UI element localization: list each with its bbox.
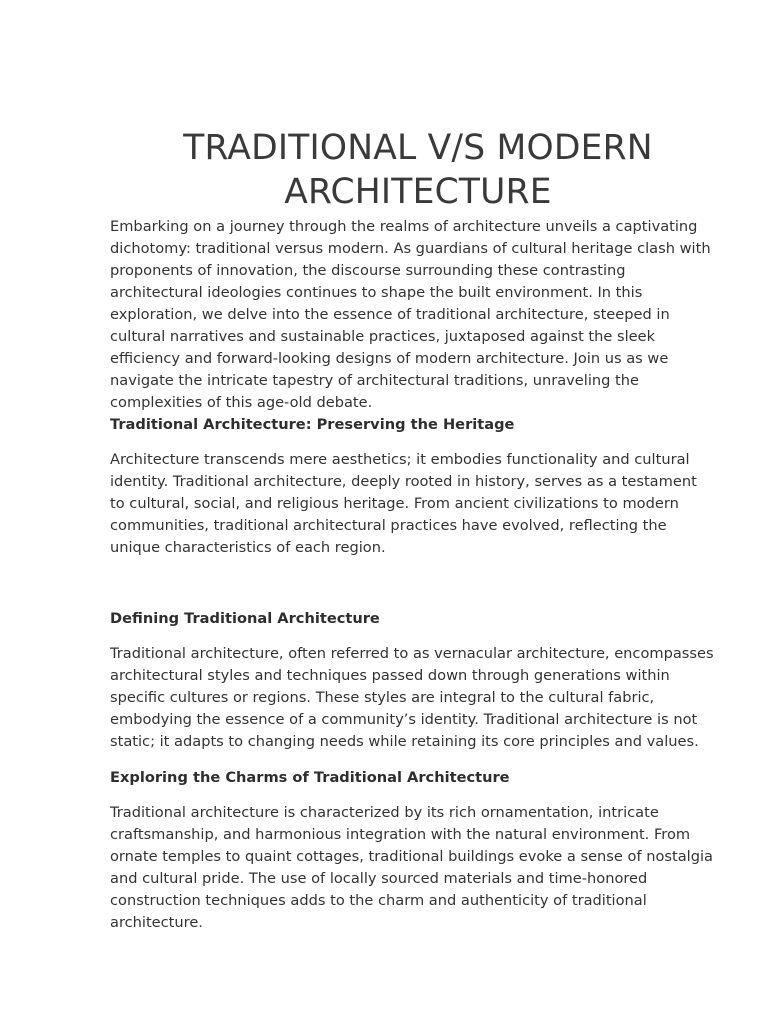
document-page [110, 126, 714, 934]
section-body-preserving-heritage: Architecture transcends mere aesthetics; it embodies functionality and cultural identity. Traditional architecture, deeply rooted in history, serves as a testament to cultural, social, and religious heritage. From ancient civilizations to modern communities, traditional architectural practices have evolved, reflecting the unique characteristics of each region. [110, 451, 697, 556]
document-title: TRADITIONAL V/S MODERN ARCHITECTURE [183, 128, 653, 212]
section-body-defining: Traditional architecture, often referred to as vernacular architecture, encompasses architectural styles and techniques passed down through generations within specific cultures or regions. These styles are integral to the cultural fabric, embodying the essence of a community’s identity. Traditional architecture is not static; it adapts to changing needs while retaining its core principles and values. [110, 645, 714, 750]
section-heading-charms: Exploring the Charms of Traditional Architecture [110, 769, 510, 786]
section-heading-defining: Defining Traditional Architecture [110, 610, 380, 627]
section-body-charms: Traditional architecture is characterized by its rich ornamentation, intricate craftsmanship, and harmonious integration with the natural environment. From ornate temples to quaint cottages, traditional buildings evoke a sense of nostalgia and cultural pride. The use of locally sourced materials and time-honored construction techniques adds to the charm and authenticity of traditional architecture. [110, 804, 713, 931]
section-heading-preserving-heritage: Traditional Architecture: Preserving the Heritage [110, 416, 515, 433]
intro-paragraph: Embarking on a journey through the realms of architecture unveils a captivating dichotomy: traditional versus modern. As guardians of cultural heritage clash with proponents of innovation, the discourse surrounding these contrasting architectural ideologies continues to shape the built environment. In this exploration, we delve into the essence of traditional architecture, steeped in cultural narratives and sustainable practices, juxtaposed against the sleek efficiency and forward-looking designs of modern architecture. Join us as we navigate the intricate tapestry of architectural traditions, unraveling the complexities of this age-old debate. [110, 218, 711, 411]
